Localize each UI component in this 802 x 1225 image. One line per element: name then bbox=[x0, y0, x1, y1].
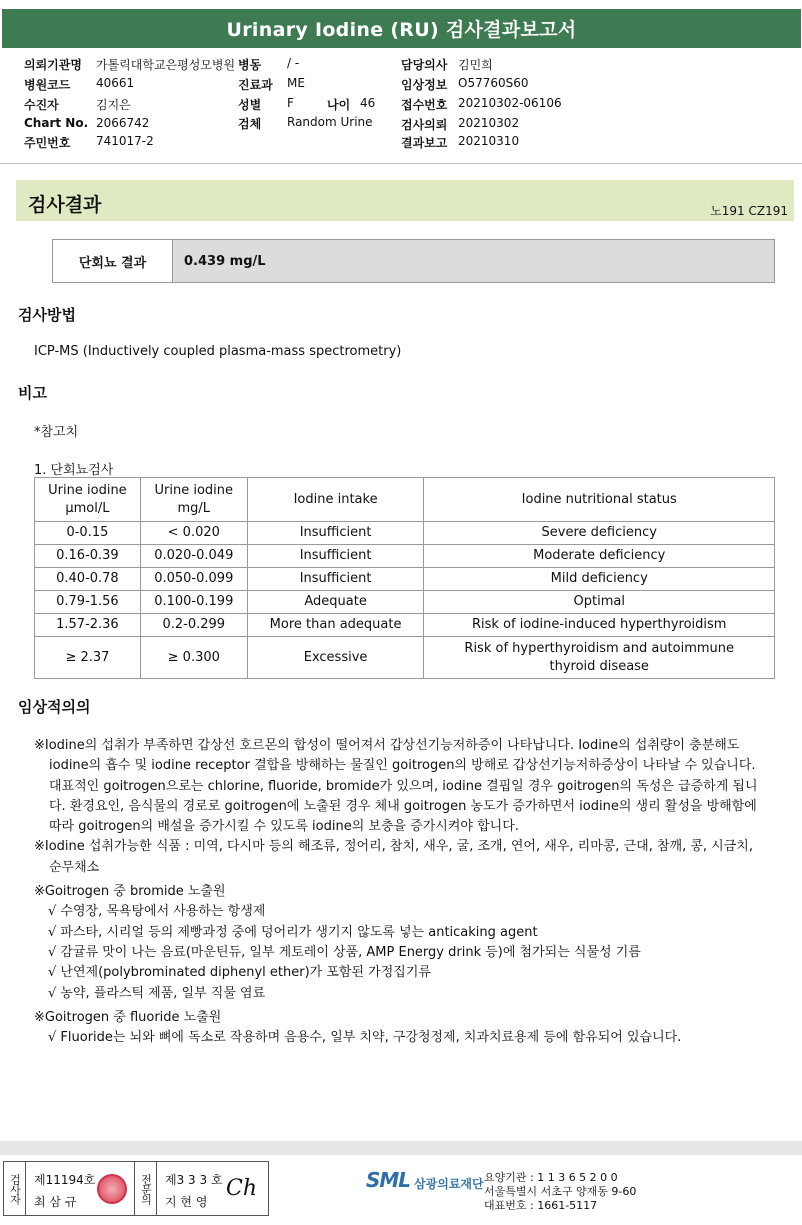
col-header-status: Iodine nutritional status bbox=[424, 478, 775, 522]
sex-label: 성별 bbox=[238, 98, 262, 112]
result-value: 0.439 mg/L bbox=[173, 240, 774, 282]
list-item: √ Fluoride는 뇌와 뼈에 독소로 작용하며 음용수, 일부 치약, 구강청정제, 치과치료용제 등에 함유되어 있습니다. bbox=[48, 1030, 682, 1046]
id-value: 741017-2 bbox=[96, 134, 154, 148]
list-item: √ 난연제(polybrominated diphenyl ether)가 포함된 가정집기류 bbox=[48, 965, 431, 981]
specimen-label: 검체 bbox=[238, 117, 262, 131]
table-cell: 1.57-2.36 bbox=[35, 614, 141, 637]
table-cell: Severe deficiency bbox=[424, 522, 775, 545]
org-address: 서울특별시 서초구 양재동 9-60 bbox=[484, 1185, 637, 1198]
col-header-umol: Urine iodine μmol/L bbox=[35, 478, 141, 522]
result-section-bar bbox=[16, 180, 794, 221]
table-row bbox=[35, 591, 775, 614]
bromide-heading: ※Goitrogen 중 bromide 노출원 bbox=[34, 884, 226, 900]
clinical-paragraph: ※Iodine의 섭취가 부족하면 갑상선 호르몬의 합성이 떨어져서 갑상선기능저하증이 나타납니다. Iodine의 섭취량이 충분해도 iodine의 흡수 및 iodine receptor 결합을 방해하는 물질인 goitrogen의 방해로 갑상선기능저하증상이 나타날 수 있습니다. bbox=[34, 738, 756, 774]
org-logo bbox=[366, 1168, 484, 1192]
table-cell: 0.020-0.049 bbox=[140, 545, 247, 568]
table-cell: 0.16-0.39 bbox=[35, 545, 141, 568]
examiner-number: 제11194호 bbox=[34, 1173, 96, 1187]
ward-label: 병동 bbox=[238, 58, 262, 72]
institution-value: 가톨릭대학교은평성모병원 bbox=[96, 58, 236, 72]
table-cell: Insufficient bbox=[247, 522, 424, 545]
result-box bbox=[52, 239, 775, 283]
table-title: 1. 단회뇨검사 bbox=[34, 463, 114, 478]
list-item: √ 농약, 플라스틱 제품, 일부 직물 염료 bbox=[48, 985, 266, 1001]
footer-divider bbox=[0, 1141, 802, 1155]
clinical-info-value: O57760S60 bbox=[458, 76, 529, 90]
table-cell: < 0.020 bbox=[140, 522, 247, 545]
examiner-label: 검사자 bbox=[4, 1162, 26, 1215]
table-cell: Risk of hyperthyroidism and autoimmune thyroid disease bbox=[424, 637, 775, 679]
result-label: 단회뇨 결과 bbox=[53, 240, 173, 282]
department-value: ME bbox=[287, 76, 305, 90]
doctor-value: 김민희 bbox=[458, 58, 493, 72]
remarks-heading: 비고 bbox=[18, 384, 47, 402]
report-title: Urinary Iodine (RU) 검사결과보고서 bbox=[2, 9, 801, 48]
id-label: 주민번호 bbox=[24, 136, 71, 150]
table-cell: 0-0.15 bbox=[35, 522, 141, 545]
physician-name: 지 현 영 bbox=[165, 1195, 208, 1209]
ward-value: / - bbox=[287, 56, 300, 70]
method-text: ICP-MS (Inductively coupled plasma-mass spectrometry) bbox=[34, 344, 402, 359]
table-cell: Optimal bbox=[424, 591, 775, 614]
method-heading: 검사방법 bbox=[18, 306, 76, 324]
table-header-row bbox=[35, 478, 775, 522]
hospital-code-value: 40661 bbox=[96, 76, 135, 90]
table-cell: Insufficient bbox=[247, 568, 424, 591]
org-code: 요양기관 : 1 1 3 6 5 2 0 0 bbox=[484, 1171, 618, 1184]
info-divider bbox=[0, 163, 802, 164]
table-row bbox=[35, 568, 775, 591]
chart-value: 2066742 bbox=[96, 116, 150, 130]
reference-table bbox=[34, 477, 775, 679]
age-label: 나이 bbox=[327, 98, 351, 112]
clinical-significance bbox=[34, 736, 764, 1048]
request-label: 검사의뢰 bbox=[401, 118, 448, 132]
fluoride-heading: ※Goitrogen 중 fluoride 노출원 bbox=[34, 1009, 222, 1025]
examinee-label: 수진자 bbox=[24, 98, 59, 112]
clinical-info-label: 임상정보 bbox=[401, 78, 448, 92]
table-row bbox=[35, 545, 775, 568]
seal-stamp-icon bbox=[97, 1174, 127, 1204]
table-cell: 0.40-0.78 bbox=[35, 568, 141, 591]
reference-title: *참고치 bbox=[34, 425, 79, 440]
table-cell: Risk of iodine-induced hyperthyroidism bbox=[424, 614, 775, 637]
col-header-mg: Urine iodine mg/L bbox=[140, 478, 247, 522]
table-cell: ≥ 0.300 bbox=[140, 637, 247, 679]
table-cell: Excessive bbox=[247, 637, 424, 679]
signature: Ch bbox=[226, 1176, 258, 1201]
list-item: √ 수영장, 목욕탕에서 사용하는 항생제 bbox=[48, 904, 266, 920]
table-cell: Moderate deficiency bbox=[424, 545, 775, 568]
org-name: 삼광의료재단 bbox=[414, 1176, 484, 1191]
list-item: √ 감귤류 맛이 나는 음료(마운틴듀, 일부 게토레이 상품, AMP Energy drink 등)에 첨가되는 식물성 기름 bbox=[48, 944, 641, 960]
list-item: √ 파스타, 시리얼 등의 제빵과정 중에 덩어리가 생기지 않도록 넣는 anticaking agent bbox=[48, 924, 538, 940]
examiner-name: 최 삼 규 bbox=[34, 1195, 77, 1209]
examinee-value: 김지은 bbox=[96, 98, 131, 112]
result-heading: 검사결과 bbox=[28, 194, 102, 216]
table-cell: Insufficient bbox=[247, 545, 424, 568]
table-row bbox=[35, 614, 775, 637]
clinical-paragraph: 대표적인 goitrogen으로는 chlorine, fluoride, bromide가 있으며, iodine 결핍일 경우 goitrogen의 독성은 급증하게 됩니다. 환경요인, 음식물의 경로로 goitrogen에 노출된 경우 체내 goitrogen 농도가 증가하면서 iodine의 생리 활성을 방해함에 따라 goitrogen의 배설을 증가시킬 수 있도록 iodine의 보충을 증가시켜야 합니다. bbox=[49, 778, 758, 835]
physician-number: 제3 3 3 호 bbox=[165, 1173, 223, 1187]
clinical-heading: 임상적의의 bbox=[18, 698, 91, 716]
table-cell: 0.79-1.56 bbox=[35, 591, 141, 614]
table-cell: Adequate bbox=[247, 591, 424, 614]
specimen-value: Random Urine bbox=[287, 115, 373, 129]
report-date-label: 결과보고 bbox=[401, 136, 448, 150]
table-cell: 0.050-0.099 bbox=[140, 568, 247, 591]
table-cell: 0.100-0.199 bbox=[140, 591, 247, 614]
table-row bbox=[35, 637, 775, 679]
table-cell: 0.2-0.299 bbox=[140, 614, 247, 637]
chart-label: Chart No. bbox=[24, 116, 89, 130]
col-header-intake: Iodine intake bbox=[247, 478, 424, 522]
age-value: 46 bbox=[360, 96, 376, 110]
institution-label: 의뢰기관명 bbox=[24, 58, 82, 72]
department-label: 진료과 bbox=[238, 78, 273, 92]
report-date-value: 20210310 bbox=[458, 134, 520, 148]
table-row bbox=[35, 522, 775, 545]
physician-label: 전문의 bbox=[135, 1162, 157, 1215]
request-value: 20210302 bbox=[458, 116, 520, 130]
doctor-label: 담당의사 bbox=[401, 58, 448, 72]
table-cell: Mild deficiency bbox=[424, 568, 775, 591]
org-phone: 대표번호 : 1661-5117 bbox=[484, 1199, 598, 1212]
signature-box bbox=[3, 1161, 269, 1216]
hospital-code-label: 병원코드 bbox=[24, 78, 71, 92]
table-cell: More than adequate bbox=[247, 614, 424, 637]
test-code: 노191 CZ191 bbox=[710, 204, 788, 218]
iodine-foods: ※Iodine 섭취가능한 식품 : 미역, 다시마 등의 해조류, 정어리, 참치, 새우, 굴, 조개, 연어, 새우, 리마콩, 근대, 참깨, 콩, 시금치, 순무채소 bbox=[34, 839, 753, 875]
receipt-value: 20210302-06106 bbox=[458, 96, 562, 110]
sml-logo-icon: SML bbox=[366, 1168, 411, 1192]
table-cell: ≥ 2.37 bbox=[35, 637, 141, 679]
sex-value: F bbox=[287, 96, 294, 110]
receipt-label: 접수번호 bbox=[401, 98, 448, 112]
